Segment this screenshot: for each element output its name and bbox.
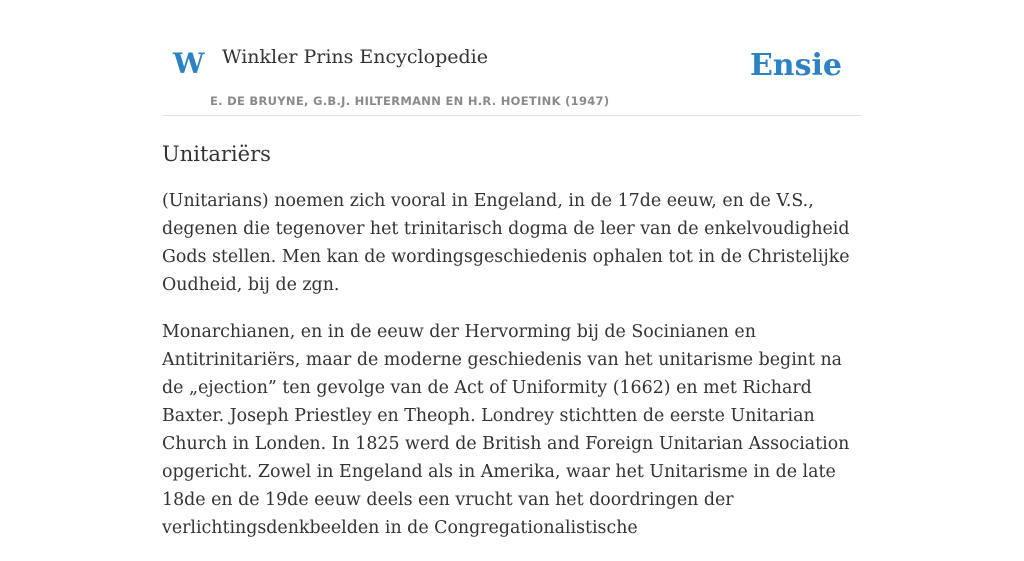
entry-title: Unitariërs <box>162 142 271 166</box>
entry-body <box>162 187 862 542</box>
winkler-prins-logo[interactable]: W <box>173 47 205 80</box>
entry-paragraph-1: (Unitarians) noemen zich vooral in Engeland, in de 17de eeuw, en de V.S., degenen die tegenover het trinitarisch dogma de leer van de enkelvoudigheid Gods stellen. Men kan de wordingsgeschiedenis ophalen tot in de Christelijke Oudheid, bij de zgn. <box>162 191 850 296</box>
entry-paragraph-2: Monarchianen, en in de eeuw der Hervorming bij de Socinianen en Antitrinitariërs, maar de moderne geschiedenis van het unitarisme begint na de „ejection” ten gevolge van de Act of Uniformity (1662) en met Richard Baxter. Joseph Priestley en Theoph. Londrey stichtten de eerste Unitarian Church in Londen. In 1825 werd de British and Foreign Unitarian Association opgericht. Zowel in Engeland als in Amerika, waar het Unitarisme in de late 18de en de 19de eeuw deels een vrucht van het doordringen der verlichtingsdenkbeelden in de Congregationalistische <box>162 322 850 539</box>
ensie-logo-link[interactable]: Ensie <box>749 48 842 83</box>
content-container <box>162 0 862 561</box>
book-authors: E. DE BRUYNE, G.B.J. HILTERMANN EN H.R. HOETINK (1947) <box>210 94 610 108</box>
book-title[interactable]: Winkler Prins Encyclopedie <box>222 46 488 68</box>
book-header <box>162 0 862 116</box>
